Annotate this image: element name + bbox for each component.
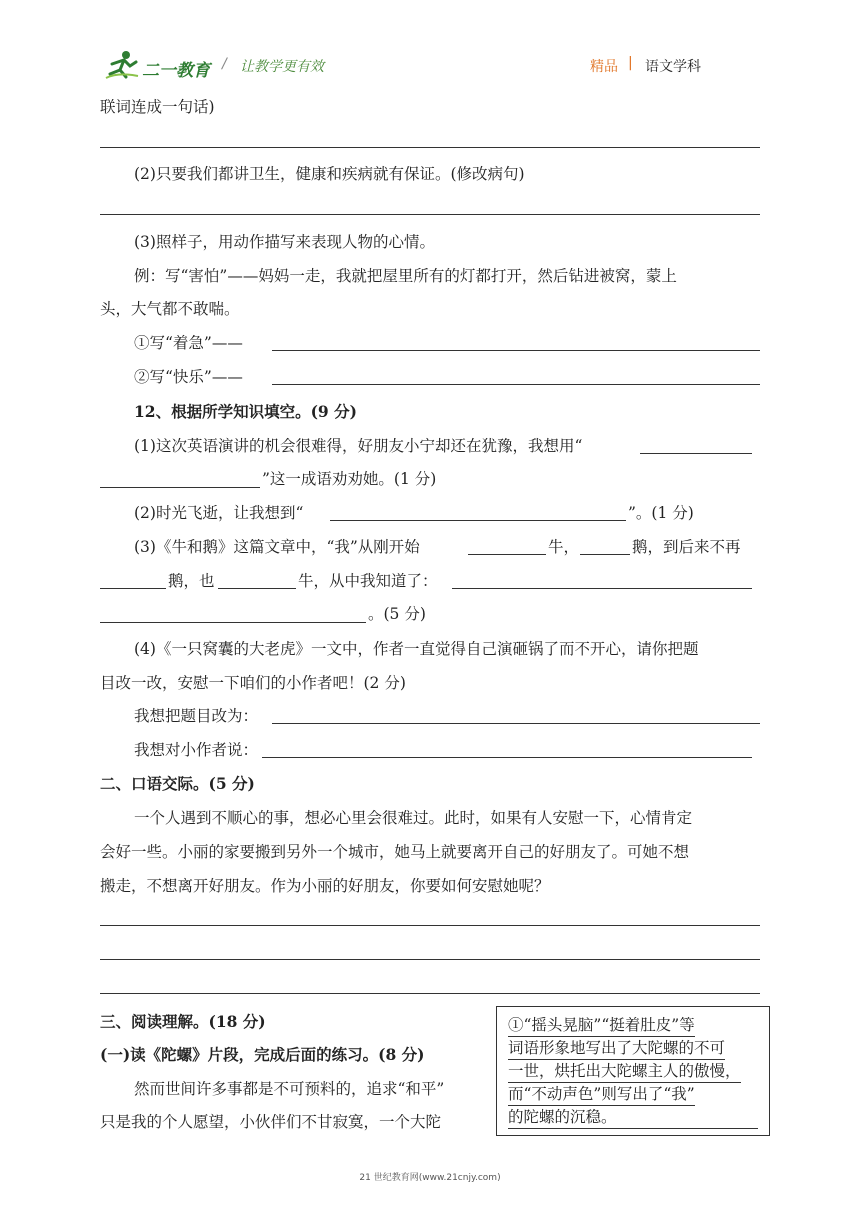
section2-heading: 二、口语交际。(5 分) bbox=[100, 774, 255, 793]
q11-item3: (3)照样子，用动作描写来表现人物的心情。 bbox=[134, 233, 435, 251]
q11-example-b: 头，大气都不敢喘。 bbox=[100, 300, 240, 318]
q12-p1a: (1)这次英语演讲的机会很难得，好朋友小宁却还在犹豫，我想用“ bbox=[134, 437, 583, 455]
section3-para-a: 然而世间许多事都是不可预料的，追求“和平” bbox=[134, 1080, 445, 1098]
answer-line bbox=[100, 959, 760, 960]
header-slash: / bbox=[222, 56, 227, 72]
section3-para-b: 只是我的个人愿望，小伙伴们不甘寂寞，一个大陀 bbox=[100, 1113, 442, 1131]
answer-line bbox=[272, 350, 760, 351]
q11-example-a: 例：写“害怕”——妈妈一走，我就把屋里所有的灯都打开，然后钻进被窝，蒙上 bbox=[134, 267, 677, 285]
section3-sub-heading: (一)读《陀螺》片段，完成后面的练习。(8 分) bbox=[100, 1045, 425, 1064]
side-note-line: 而“不动声色”则写出了“我” bbox=[508, 1083, 695, 1106]
answer-line bbox=[100, 622, 366, 623]
q12-p2a: (2)时光飞逝，让我想到“ bbox=[134, 504, 304, 522]
side-note-line: ①“摇头晃脑”“挺着肚皮”等 bbox=[508, 1014, 695, 1037]
answer-line bbox=[218, 588, 296, 589]
q12-p4c: 我想把题目改为： bbox=[134, 707, 259, 725]
header-subject: 语文学科 bbox=[645, 59, 701, 75]
answer-line bbox=[262, 757, 752, 758]
side-note-line: 词语形象地写出了大陀螺的不可 bbox=[508, 1037, 725, 1060]
answer-line bbox=[272, 384, 760, 385]
side-note-line: 一世，烘托出大陀螺主人的傲慢， bbox=[508, 1060, 741, 1083]
runner-logo-icon bbox=[104, 50, 140, 80]
header-divider: | bbox=[628, 55, 633, 71]
side-note-line: 的陀螺的沉稳。 bbox=[508, 1106, 758, 1129]
q11-item2: (2)只要我们都讲卫生，健康和疾病就有保证。(修改病句) bbox=[134, 165, 525, 183]
q12-p4b: 目改一改，安慰一下咱们的小作者吧！(2 分) bbox=[100, 674, 406, 692]
q12-heading: 12、根据所学知识填空。(9 分) bbox=[134, 402, 357, 421]
q12-p2b: ”。(1 分) bbox=[628, 504, 694, 522]
answer-line bbox=[100, 487, 260, 488]
section2-para-c: 搬走，不想离开好朋友。作为小丽的好朋友，你要如何安慰她呢？ bbox=[100, 877, 550, 895]
q12-p3d: 鹅，也 bbox=[168, 572, 215, 590]
answer-line bbox=[468, 554, 546, 555]
answer-line bbox=[580, 554, 630, 555]
q12-p3c: 鹅，到后来不再 bbox=[632, 538, 741, 556]
q12-p3f: 。(5 分) bbox=[368, 605, 426, 623]
section2-para-b: 会好一些。小丽的家要搬到另外一个城市，她马上就要离开自己的好朋友了。可她不想 bbox=[100, 843, 690, 861]
answer-line bbox=[452, 588, 752, 589]
section3-heading: 三、阅读理解。(18 分) bbox=[100, 1012, 266, 1031]
answer-line bbox=[330, 520, 626, 521]
q12-p1b: ”这一成语劝劝她。(1 分) bbox=[262, 470, 437, 488]
answer-line bbox=[100, 214, 760, 215]
q11-write1: ①写“着急”—— bbox=[134, 334, 243, 352]
answer-line bbox=[272, 723, 760, 724]
q12-p3a: (3)《牛和鹅》这篇文章中，“我”从刚开始 bbox=[134, 538, 420, 556]
answer-line bbox=[100, 925, 760, 926]
q11-line-top-text: 联词连成一句话) bbox=[100, 98, 215, 116]
header-tag: 精品 bbox=[590, 59, 618, 75]
header bbox=[0, 0, 860, 90]
q12-p4a: (4)《一只窝囊的大老虎》一文中，作者一直觉得自己演砸锅了而不开心，请你把题 bbox=[134, 640, 699, 658]
answer-line bbox=[100, 993, 760, 994]
answer-line bbox=[100, 588, 166, 589]
q11-write2: ②写“快乐”—— bbox=[134, 368, 243, 386]
footer-text: 21 世纪教育网(www.21cnjy.com) bbox=[359, 1173, 501, 1183]
q12-p3b: 牛， bbox=[548, 538, 580, 556]
section2-para-a: 一个人遇到不顺心的事，想必心里会很难过。此时，如果有人安慰一下，心情肯定 bbox=[134, 809, 693, 827]
q12-p4d: 我想对小作者说： bbox=[134, 741, 259, 759]
logo-text: 二一教育 bbox=[142, 61, 210, 81]
answer-line bbox=[640, 453, 752, 454]
header-slogan: 让教学更有效 bbox=[240, 59, 324, 75]
answer-line bbox=[100, 147, 760, 148]
q12-p3e: 牛，从中我知道了： bbox=[298, 572, 438, 590]
